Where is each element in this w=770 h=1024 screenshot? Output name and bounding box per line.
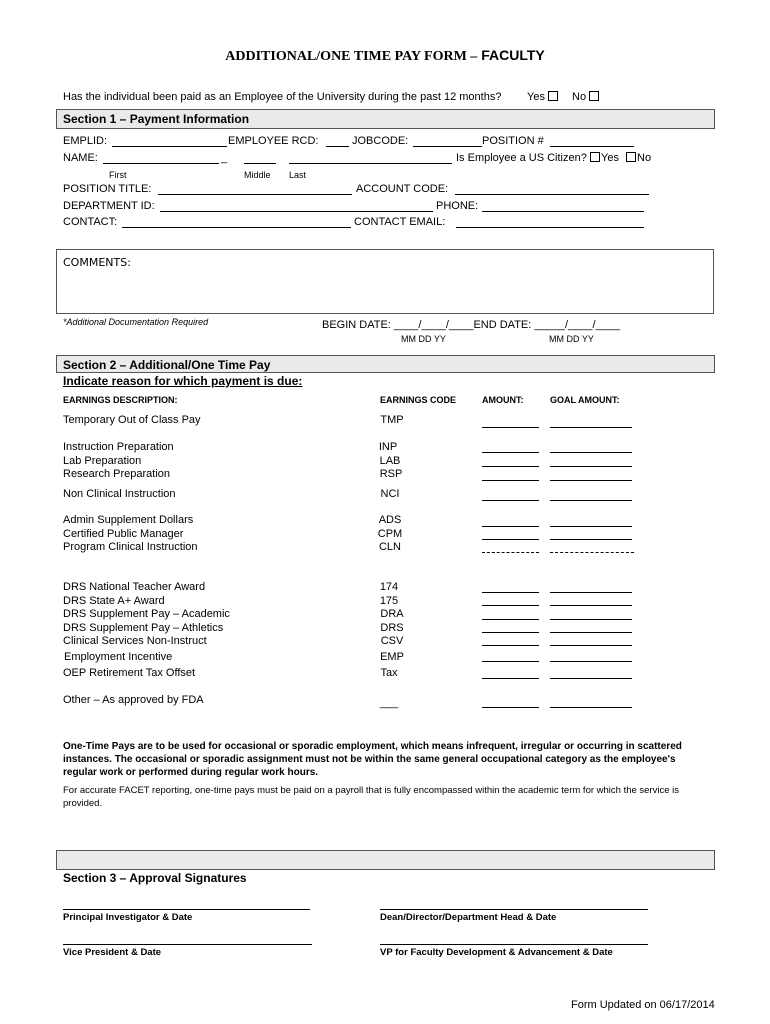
position-number-field[interactable] [550,146,634,147]
amount-field[interactable] [482,707,539,708]
paid-yes-label: Yes [527,91,545,103]
goal-amount-field[interactable] [550,592,632,593]
paid-no-checkbox[interactable] [589,91,599,101]
amount-field[interactable] [482,645,539,646]
department-id-field[interactable] [160,211,433,212]
earnings-row-code: 175 [379,595,399,607]
amount-field[interactable] [482,619,539,620]
goal-amount-field[interactable] [550,707,632,708]
earnings-row-code: INP [378,441,398,453]
position-title-field[interactable] [158,194,352,195]
comments-box[interactable] [56,249,714,314]
emplid-label: EMPLID: [63,135,108,147]
amount-field[interactable] [482,632,539,633]
earnings-row-desc: DRS National Teacher Award [63,581,206,593]
first-caption: First [109,170,127,180]
amount-field[interactable] [482,500,539,501]
dean-signature-label: Dean/Director/Department Head & Date [380,912,557,923]
earnings-row-code: CPM [377,528,403,540]
earnings-row-code: ___ [379,697,399,709]
account-code-label: ACCOUNT CODE: [356,183,449,195]
goal-amount-field[interactable] [550,632,632,633]
vp-faculty-signature-line[interactable] [380,944,648,945]
amount-field[interactable] [482,661,539,662]
vp-faculty-signature-label: VP for Faculty Development & Advancement & Date [380,947,613,958]
goal-amount-field[interactable] [550,552,634,553]
section3-title: Section 3 – Approval Signatures [63,871,247,885]
paid-yes-checkbox[interactable] [548,91,558,101]
earnings-code-header: EARNINGS CODE [380,395,457,405]
earnings-row-code: CSV [380,635,404,647]
paid-no-label: No [572,91,587,103]
us-citizen-yes-checkbox[interactable] [590,152,600,162]
pi-signature-label: Principal Investigator & Date [63,912,193,923]
first-name-field[interactable] [103,163,219,164]
emplid-field[interactable] [112,146,227,147]
middle-caption: Middle [244,170,271,180]
earnings-row-code: NCI [380,488,400,500]
earnings-row-desc: OEP Retirement Tax Offset [63,667,196,679]
goal-amount-field[interactable] [550,645,632,646]
amount-field[interactable] [482,480,539,481]
account-code-field[interactable] [455,194,649,195]
paid-question [63,91,501,103]
us-citizen-no[interactable] [626,152,651,164]
doc-required-note: *Additional Documentation Required [63,317,209,327]
earnings-row-desc: Temporary Out of Class Pay [63,414,201,426]
earnings-row-desc: Employment Incentive [64,651,173,663]
amount-header: AMOUNT: [482,395,524,405]
us-citizen-no-checkbox[interactable] [626,152,636,162]
earnings-row-code: TMP [380,414,404,426]
earnings-row-desc: Certified Public Manager [63,528,184,540]
goal-amount-header: GOAL AMOUNT: [550,395,620,405]
name-dash: _ [221,152,228,164]
contact-field[interactable] [122,227,351,228]
contact-label: CONTACT: [63,216,118,228]
earnings-desc-header: EARNINGS DESCRIPTION: [63,395,178,405]
goal-amount-field[interactable] [550,661,632,662]
earnings-row-code: RSP [379,468,403,480]
earnings-row-desc: Admin Supplement Dollars [63,514,194,526]
earnings-row-code: LAB [379,455,401,467]
goal-amount-field[interactable] [550,452,632,453]
form-title-main: ADDITIONAL/ONE TIME PAY FORM – [225,49,478,64]
earnings-row-desc: DRS Supplement Pay – Academic [63,608,230,620]
us-citizen-yes[interactable] [590,152,619,164]
earnings-row-code: DRS [380,622,404,634]
section3-divider-bar [56,850,715,870]
vp-signature-line[interactable] [63,944,312,945]
section1-title: Section 1 – Payment Information [63,112,250,126]
contact-email-label: CONTACT EMAIL: [354,216,446,228]
vp-signature-label: Vice President & Date [63,947,162,958]
amount-field[interactable] [482,552,539,553]
earnings-row-desc: DRS Supplement Pay – Athletics [63,622,224,634]
phone-label: PHONE: [436,200,479,212]
facet-reporting-note: For accurate FACET reporting, one-time pays must be paid on a payroll that is fully encompassed within the academic term for which the service is provided. [63,785,680,809]
amount-field[interactable] [482,466,539,467]
goal-amount-field[interactable] [550,480,632,481]
goal-amount-field[interactable] [550,500,632,501]
paid-no[interactable] [572,91,599,103]
goal-amount-field[interactable] [550,526,632,527]
earnings-row-code: CLN [378,541,401,553]
form-updated-footer: Form Updated on 06/17/2014 [571,999,715,1011]
last-caption: Last [289,170,307,180]
earnings-row-desc: Research Preparation [63,468,171,480]
goal-amount-field[interactable] [550,619,632,620]
earnings-row-code: ADS [378,514,402,526]
paid-question-text: Has the individual been paid as an Employee of the University during the past 12 months? [63,91,502,103]
goal-amount-field[interactable] [550,466,632,467]
earnings-row-desc: Other – As approved by FDA [63,694,204,706]
jobcode-field[interactable] [413,146,482,147]
amount-field[interactable] [482,427,539,428]
us-citizen-no-label: No [637,152,652,164]
phone-field[interactable] [482,211,644,212]
begin-date-format: MM DD YY [401,334,446,344]
middle-name-field[interactable] [244,163,276,164]
earnings-row-desc: DRS State A+ Award [63,595,165,607]
section2-title: Section 2 – Additional/One Time Pay [63,358,271,372]
amount-field[interactable] [482,678,539,679]
earnings-row-desc: Non Clinical Instruction [63,488,176,500]
goal-amount-field[interactable] [550,427,632,428]
goal-amount-field[interactable] [550,678,632,679]
amount-field[interactable] [482,452,539,453]
earnings-row-desc: Program Clinical Instruction [63,541,198,553]
dean-signature-line[interactable] [380,909,648,910]
earnings-row-code: EMP [380,651,404,663]
earnings-row-desc: Lab Preparation [63,455,142,467]
section2-subtitle: Indicate reason for which payment is due: [63,374,303,388]
amount-field[interactable] [482,539,539,540]
earnings-row-desc: Instruction Preparation [63,441,174,453]
form-title-emph: FACULTY [481,47,545,63]
employee-rcd-label: EMPLOYEE RCD: [228,135,319,147]
goal-amount-field[interactable] [550,539,632,540]
earnings-row-code: DRA [380,608,404,620]
goal-amount-field[interactable] [550,605,632,606]
contact-email-field[interactable] [456,227,644,228]
date-range-line[interactable]: BEGIN DATE: ____/____/____END DATE: _____/____/____ [322,319,620,331]
paid-yes[interactable] [527,91,558,103]
earnings-row-code: 174 [379,581,399,593]
us-citizen-yes-label: Yes [601,152,619,164]
form-title [0,47,770,65]
pi-signature-line[interactable] [63,909,310,910]
end-date-format: MM DD YY [549,334,594,344]
amount-field[interactable] [482,526,539,527]
department-id-label: DEPARTMENT ID: [63,200,155,212]
amount-field[interactable] [482,605,539,606]
name-label: NAME: [63,152,98,164]
earnings-row-desc: Clinical Services Non-Instruct [63,635,207,647]
employee-rcd-field[interactable] [326,146,349,147]
earnings-row-code: Tax [380,667,398,679]
comments-label: COMMENTS: [63,256,131,269]
one-time-pay-note: One-Time Pays are to be used for occasional or sporadic employment, which means infrequent, irregular or occurring in scattered instances. The occasional or sporadic assignment must not be within the same general occupational category as the employee's regular work or performed during regular work hours. [63,741,682,778]
position-title-label: POSITION TITLE: [63,183,152,195]
us-citizen-label: Is Employee a US Citizen? [456,152,587,164]
position-number-label: POSITION # [482,135,544,147]
jobcode-label: JOBCODE: [352,135,409,147]
last-name-field[interactable] [289,163,452,164]
amount-field[interactable] [482,592,539,593]
